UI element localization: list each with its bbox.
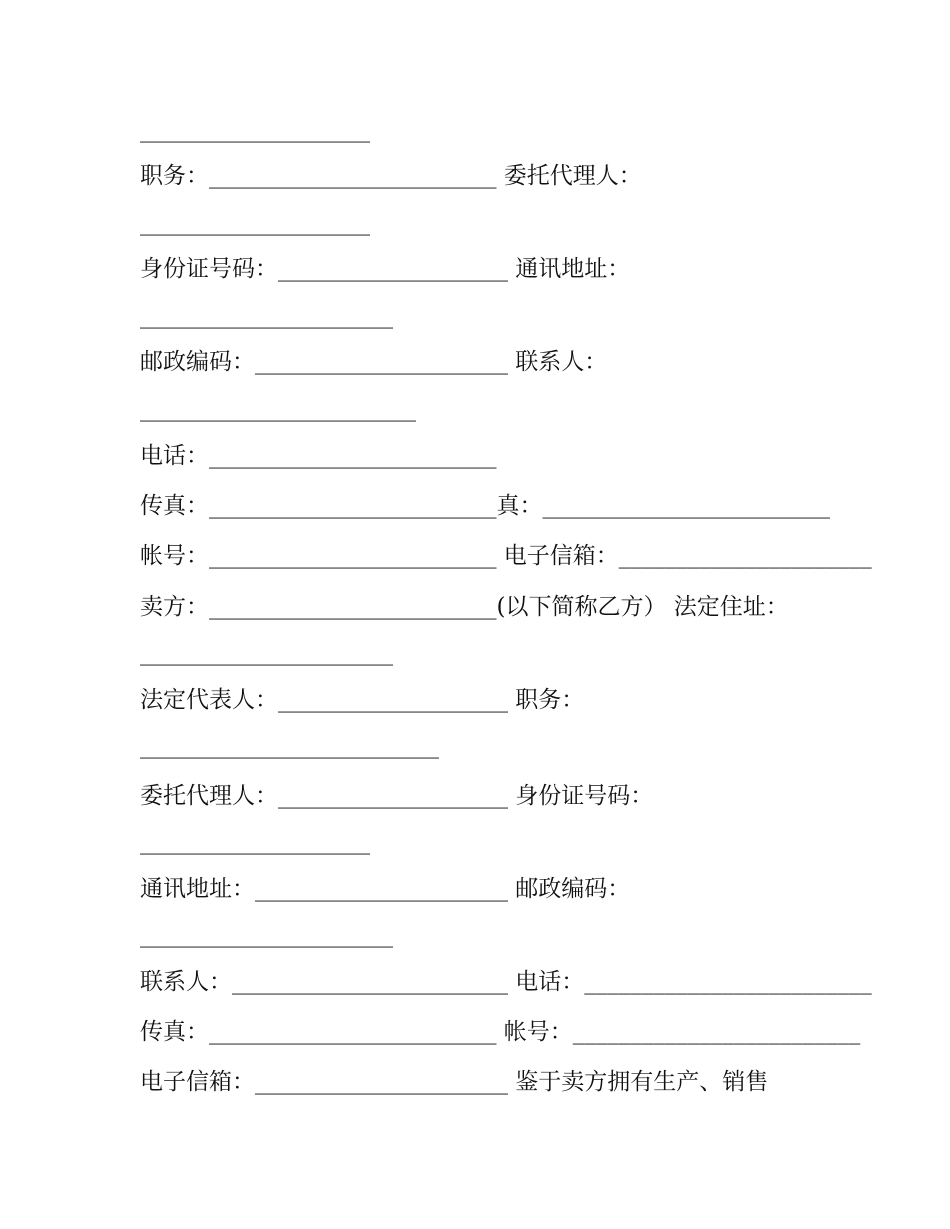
text-line: 电话：_________________________ <box>140 443 497 469</box>
text-line: 帐号：_________________________ 电子信箱：______________________ <box>140 543 872 569</box>
text-line: ____________________ <box>140 210 370 236</box>
text-line: 职务：_________________________ 委托代理人： <box>140 163 642 189</box>
text-line: 电子信箱：______________________ 鉴于卖方拥有生产、销售 <box>140 1069 769 1095</box>
text-line: 法定代表人：____________________ 职务： <box>140 687 585 713</box>
text-line: 通讯地址：______________________ 邮政编码： <box>140 876 631 902</box>
text-line: ______________________ <box>140 303 393 329</box>
text-line: __________________________ <box>140 733 439 759</box>
text-line: 身份证号码：____________________ 通讯地址： <box>140 256 631 282</box>
text-line: ______________________ <box>140 640 393 666</box>
text-line: ________________________ <box>140 396 416 422</box>
text-line: ______________________ <box>140 922 393 948</box>
text-line: 传真：_________________________ 帐号：_________________________ <box>140 1019 861 1045</box>
text-line: 卖方：_________________________(以下简称乙方） 法定住址： <box>140 594 789 620</box>
text-line: 委托代理人：____________________ 身份证号码： <box>140 783 654 809</box>
text-line: ____________________ <box>140 117 370 143</box>
text-line: 邮政编码：______________________ 联系人： <box>140 349 608 375</box>
text-line: 联系人：________________________ 电话：_________________________ <box>140 969 872 995</box>
text-line: 传真：_________________________真：_________________________ <box>140 493 830 519</box>
text-line: ____________________ <box>140 829 370 855</box>
